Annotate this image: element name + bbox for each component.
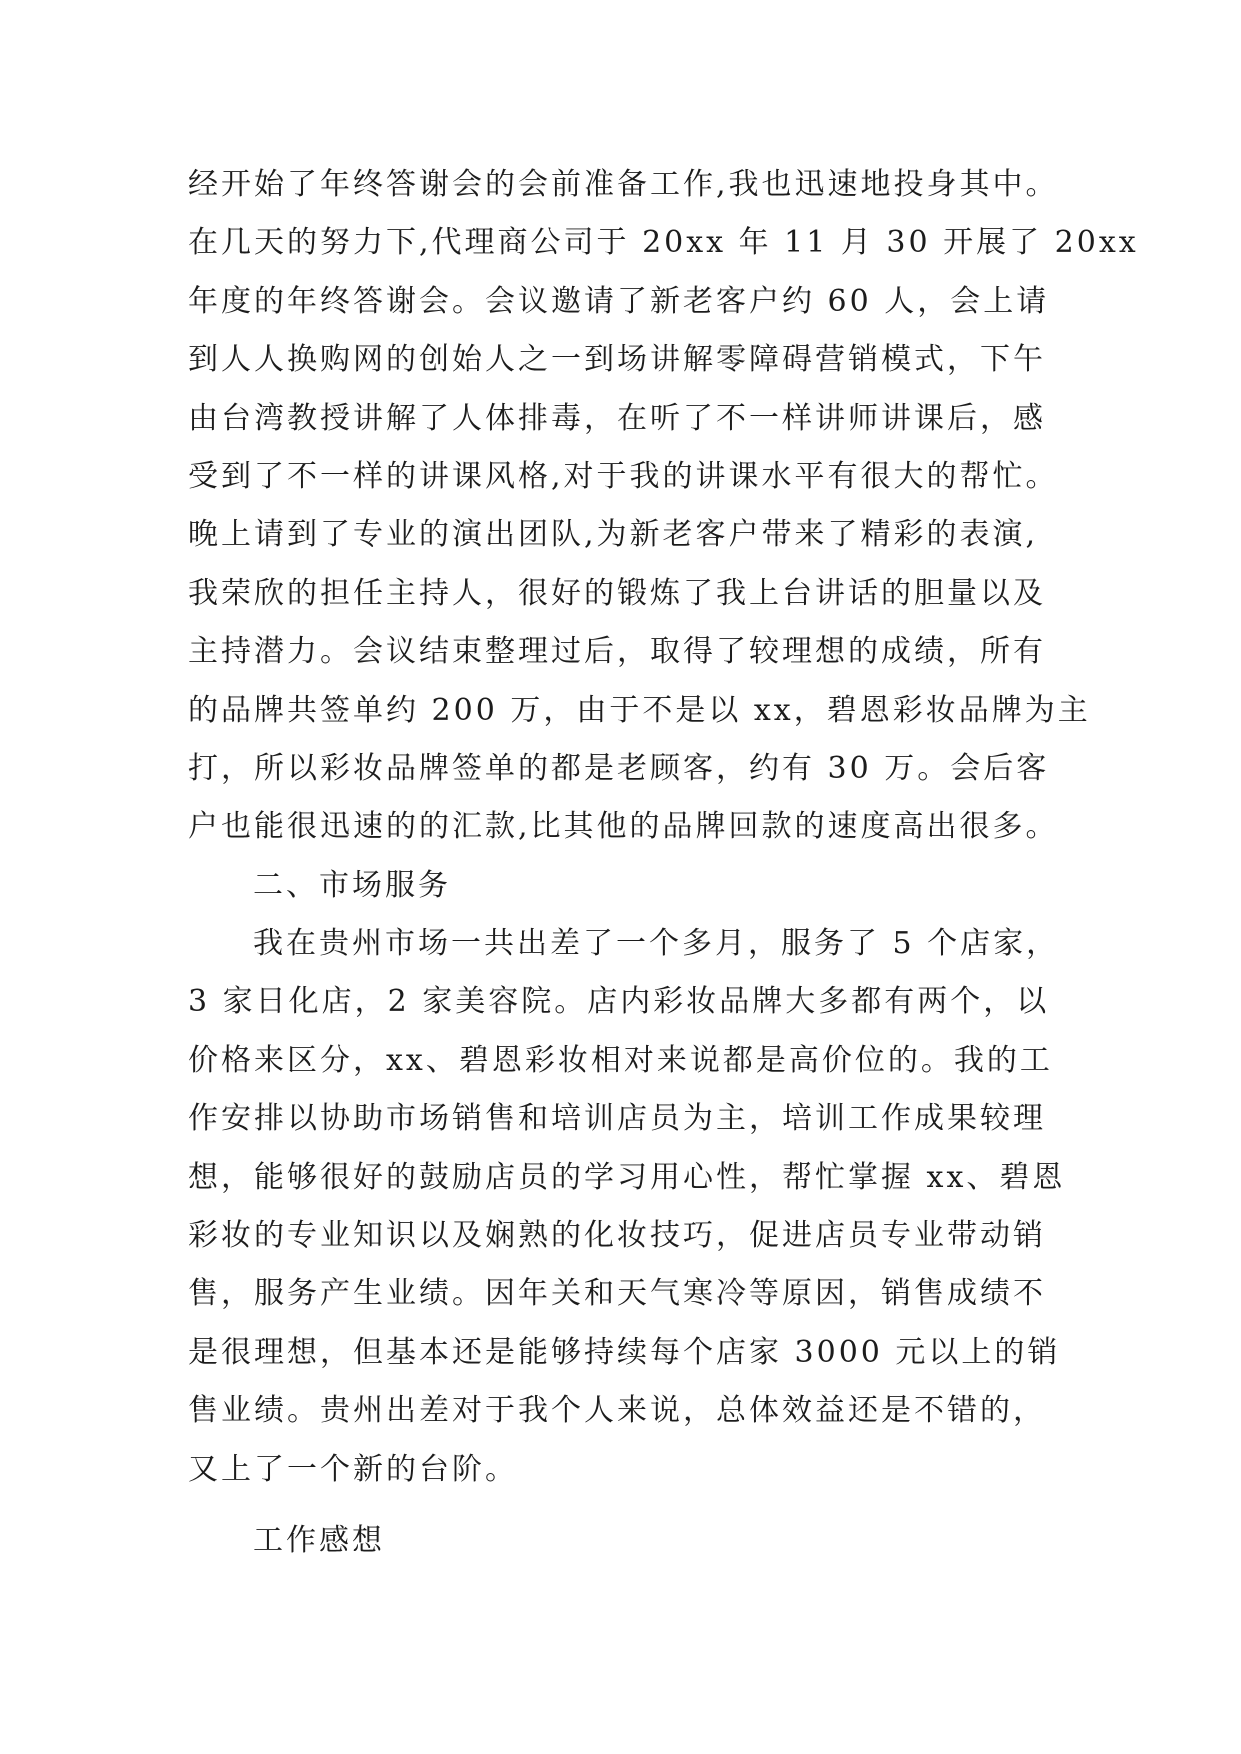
paragraph-line: 晚上请到了专业的演出团队,为新老客户带来了精彩的表演, [188,517,1039,553]
paragraph-line: 在几天的努力下,代理商公司于 20xx 年 11 月 30 开展了 20xx [188,225,1139,261]
paragraph-line: 户也能很迅速的的汇款,比其他的品牌回款的速度高出很多。 [188,809,1059,845]
paragraph-line: 想，能够很好的鼓励店员的学习用心性，帮忙掌握 xx、碧恩 [188,1159,1066,1195]
section-heading-market-service: 二、市场服务 [253,867,451,903]
paragraph-line: 我荣欣的担任主持人，很好的锻炼了我上台讲话的胆量以及 [188,575,1046,611]
paragraph-line: 由台湾教授讲解了人体排毒，在听了不一样讲师讲课后，感 [188,400,1046,436]
paragraph-line: 又上了一个新的台阶。 [188,1451,518,1487]
paragraph-line: 到人人换购网的创始人之一到场讲解零障碍营销模式，下午 [188,342,1046,378]
document-body [188,156,1139,1570]
spacer [188,1499,1068,1512]
paragraph-line: 年度的年终答谢会。会议邀请了新老客户约 60 人，会上请 [188,283,1050,319]
paragraph-line: 作安排以协助市场销售和培训店员为主，培训工作成果较理 [188,1101,1046,1137]
paragraph-line: 是很理想，但基本还是能够持续每个店家 3000 元以上的销 [188,1334,1061,1370]
paragraph-line: 打，所以彩妆品牌签单的都是老顾客，约有 30 万。会后客 [188,750,1050,786]
paragraph-line: 彩妆的专业知识以及娴熟的化妆技巧，促进店员专业带动销 [188,1218,1046,1254]
paragraph-line: 售业绩。贵州出差对于我个人来说，总体效益还是不错的， [188,1393,1046,1429]
paragraph-line: 3 家日化店，2 家美容院。店内彩妆品牌大多都有两个，以 [188,984,1050,1020]
paragraph-line: 我在贵州市场一共出差了一个多月，服务了 5 个店家， [253,926,1060,962]
paragraph-line: 售，服务产生业绩。因年关和天气寒冷等原因，销售成绩不 [188,1276,1046,1312]
paragraph-line: 价格来区分，xx、碧恩彩妆相对来说都是高价位的。我的工 [188,1042,1053,1078]
paragraph-line: 的品牌共签单约 200 万，由于不是以 xx，碧恩彩妆品牌为主 [188,692,1091,728]
paragraph-line: 经开始了年终答谢会的会前准备工作,我也迅速地投身其中。 [188,167,1059,202]
paragraph-line: 受到了不一样的讲课风格,对于我的讲课水平有很大的帮忙。 [188,458,1059,494]
paragraph-line: 主持潜力。会议结束整理过后，取得了较理想的成绩，所有 [188,634,1046,670]
section-heading-work-reflections: 工作感想 [253,1522,385,1558]
